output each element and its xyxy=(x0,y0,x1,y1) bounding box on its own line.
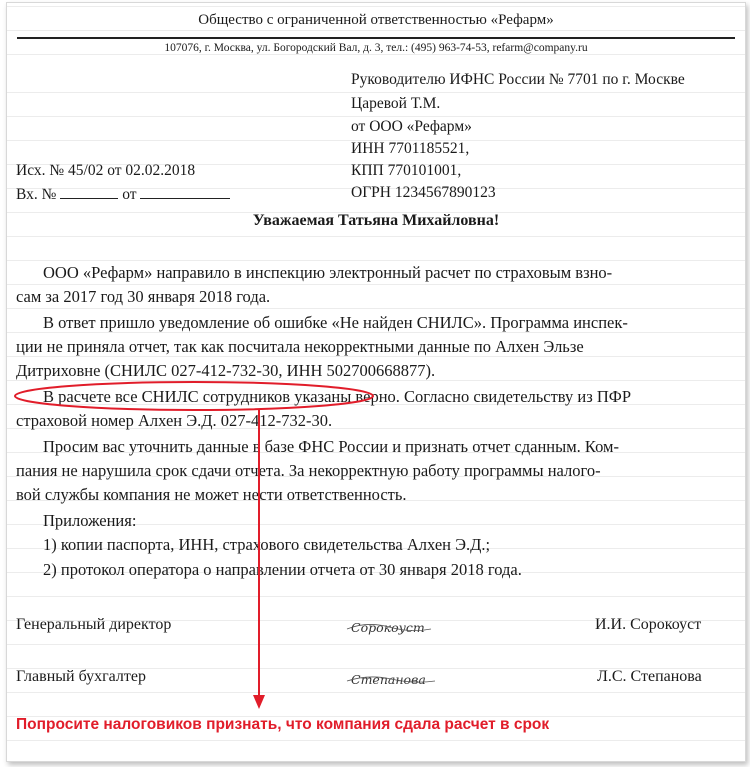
recipient-line: КПП 770101001, xyxy=(351,162,462,179)
handwritten-signature: Сорокоуст xyxy=(351,620,425,635)
highlighted-sentence: В расчете все СНИЛС сотрудников указаны верно. xyxy=(43,387,400,406)
body-line: Дитриховне (СНИЛС 027-412-732-30, ИНН 502700668877). xyxy=(16,361,436,380)
signatory-name: Л.С. Степанова xyxy=(597,668,702,685)
highlight-ellipse xyxy=(15,382,373,410)
underline-squiggle xyxy=(347,677,435,682)
incoming-from-label: от xyxy=(122,186,137,203)
company-address: 107076, г. Москва, ул. Богородский Вал, д. 3, тел.: (495) 963-74-53, refarm@company.ru xyxy=(164,42,588,54)
recipient-line: Руководителю ИФНС России № 7701 по г. Москве xyxy=(351,71,685,88)
greeting: Уважаемая Татьяна Михайловна! xyxy=(252,212,500,229)
underline-squiggle xyxy=(347,624,431,630)
attachment-item: 1) копии паспорта, ИНН, страхового свидетельства Алхен Э.Д.; xyxy=(43,535,491,554)
attachment-item: 2) протокол оператора о направлении отчета от 30 января 2018 года. xyxy=(43,560,522,579)
recipient-line: от ООО «Рефарм» xyxy=(351,118,472,135)
annotation-overlay xyxy=(7,3,745,761)
callout-arrowhead xyxy=(253,695,265,709)
incoming-prefix: Вх. № xyxy=(16,186,57,203)
recipient-line: ИНН 7701185521, xyxy=(351,140,470,157)
letter-sheet xyxy=(6,2,746,762)
handwritten-signature: Степанова xyxy=(351,672,426,687)
outgoing-reference: Исх. № 45/02 от 02.02.2018 xyxy=(16,162,196,179)
body-line: страховой номер Алхен Э.Д. 027-412-732-30. xyxy=(16,411,333,430)
signatory-role: Генеральный директор xyxy=(16,616,172,633)
body-line: сам за 2017 год 30 января 2018 года. xyxy=(16,287,271,306)
signatory-name: И.И. Сорокоуст xyxy=(595,616,702,633)
recipient-line: ОГРН 1234567890123 xyxy=(351,184,496,201)
callout-text: Попросите налоговиков признать, что компания сдала расчет в срок xyxy=(16,716,550,733)
body-line: ции не приняла отчет, так как посчитала некорректными данные по Алхен Эльзе xyxy=(16,337,584,356)
recipient-line: Царевой Т.М. xyxy=(351,95,441,112)
body-line: вой службы компания не может нести ответственность. xyxy=(16,485,407,504)
body-line: Просим вас уточнить данные в базе ФНС России и признать отчет сданным. Ком- xyxy=(43,437,619,456)
signatory-role: Главный бухгалтер xyxy=(16,668,146,685)
company-name: Общество с ограниченной ответственностью «Рефарм» xyxy=(198,12,554,28)
body-line: В ответ пришло уведомление об ошибке «Не найден СНИЛС». Программа инспек- xyxy=(43,313,628,332)
body-line-rest: Согласно свидетельству из ПФР xyxy=(404,387,632,406)
attachments-title: Приложения: xyxy=(43,511,137,530)
body-line: пания не нарушила срок сдачи отчета. За некорректную работу программы налого- xyxy=(16,461,601,480)
body-line: ООО «Рефарм» направило в инспекцию электронный расчет по страховым взно- xyxy=(43,263,613,282)
